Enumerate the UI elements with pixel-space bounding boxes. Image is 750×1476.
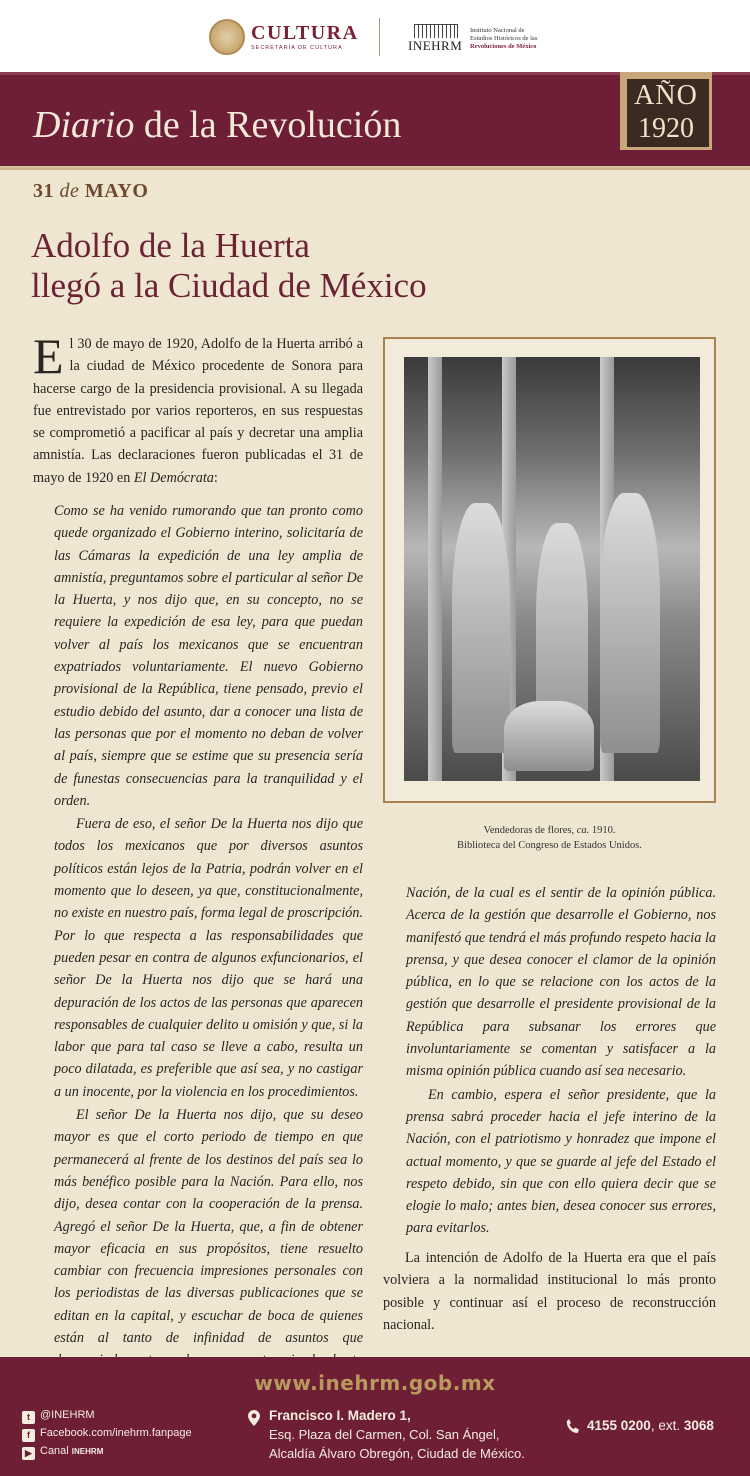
photo-flower-bundle (504, 701, 594, 771)
building-icon (414, 24, 458, 38)
quote-paragraph: Como se ha venido rumorando que tan pronto como quede organizado el Gobierno interino, solicitaría de las Cámaras la expedición de una ley amplia de amnistía, preguntamos sobre el particular al señor De la Huerta, y nos dijo que, en su concepto, no se requiere la expedición de esa ley, para que puedan volver al país los mexicanos que se encuentran expatriados voluntariamente. El nuevo Gobierno provisional de la República, tiene pensado, previo el estudio debido del asunto, dar a conocer una lista de las personas que por el momento no deban de volver al país, siempre que se estime que su presencia sería de funestas consecuencias para la tranquilidad y el orden. (54, 503, 363, 809)
phone-number[interactable] (587, 1418, 714, 1433)
facebook-icon: f (22, 1429, 35, 1442)
photo-caption (383, 825, 716, 836)
national-seal-icon (209, 19, 245, 55)
page-title-rest: de la Revolución (134, 104, 402, 146)
phone-main: 4155 0200 (587, 1418, 651, 1433)
logo-strip (0, 0, 750, 72)
quote-right-column (406, 882, 716, 1241)
logo-divider (379, 18, 380, 56)
cultura-logo-text: CULTURA (251, 22, 359, 44)
address-line1: Francisco I. Madero 1, (269, 1408, 411, 1423)
phone-ext: 3068 (683, 1418, 714, 1433)
article-date (33, 180, 148, 203)
institute-name-line2: Estudios Históricos de las (470, 35, 538, 42)
date-day: 31 (33, 180, 54, 202)
inehrm-logo-text: INEHRM (408, 38, 463, 53)
phone-icon (566, 1419, 579, 1434)
quote-paragraph: Nación, de la cual es el sentir de la opinión pública. Acerca de la gestión que desarrolle el Gobierno, nos manifestó que tendrá el más profundo respeto hacia la prensa, y que desea conocer el clamor de la opinión pública, en lo que se relacione con los actos de la gestión que desarrolle el presidente provisional de la República para subsanar los errores que involuntariamente se comentan y satisfacer a la misma opinión pública cuando así sea necesario. (406, 885, 716, 1080)
intro-source: El Demócrata (133, 469, 214, 486)
quote-left-column (54, 500, 363, 1395)
address-line3: Alcaldía Álvaro Obregón, Ciudad de México. (269, 1446, 525, 1461)
youtube-prefix: Canal (40, 1445, 72, 1457)
quote-paragraph: Fuera de eso, el señor De la Huerta nos dijo que todos los mexicanos que por diversos asuntos políticos están lejos de la Patria, podrán volver en el momento que lo deseen, ya que, constitucionalmente, no existe en nuestro país, forma legal de proscripción. Por lo que respecta a las responsabilidades que pueden pesar en contra de algunos exfuncionarios, el señor De la Huerta nos dijo que se hará una depuración de los actos de las personas que aparecen responsables de cualquier delito u omisión y que, si la labor que para tal caso se lleve a cabo, resulta un poco dilatada, es preferible que así sea, y no castigar a un inocente, por la violencia en los procedimientos. (54, 816, 363, 1100)
page-title (33, 103, 401, 147)
inehrm-logo (408, 24, 464, 52)
quote-paragraph: En cambio, espera el señor presidente, que la prensa sabrá proceder hacia el jefe interino de la Nación, con el patriotismo y honradez que impone el actual momento, y que se guarde al jefe del Estado el respeto debido, sin que con ello quiera decir que se elogie lo malo; antes bien, desea conocer sus errores, para evitarlos. (406, 1086, 716, 1237)
article-intro (33, 328, 363, 489)
youtube-link[interactable] (22, 1445, 103, 1460)
twitter-icon: t (22, 1411, 35, 1424)
caption-title: Vendedoras de flores, (483, 825, 577, 836)
institute-name-line1: Instituto Nacional de (470, 27, 525, 34)
facebook-link[interactable] (22, 1427, 192, 1442)
twitter-handle: @INEHRM (40, 1409, 95, 1421)
youtube-channel: INEHRM (71, 1447, 104, 1456)
headline-line2: llegó a la Ciudad de México (31, 266, 427, 305)
article-closing: La intención de Adolfo de la Huerta era que el país volviera a la normalidad institucional lo más pronto posible y continuar así el proceso de reconstrucción nacional. (383, 1250, 716, 1333)
website-link[interactable]: www.inehrm.gob.mx (254, 1371, 496, 1395)
phone-ext-label: , ext. (650, 1418, 684, 1433)
historical-photo (404, 357, 700, 781)
photo-post (428, 357, 442, 781)
photo-figure (452, 503, 510, 753)
quote-paragraph: El señor De la Huerta nos dijo, que su deseo mayor es que el corto periodo de tiempo en que permanecerá al frente de los destinos del país sea lo más benéfico posible para la Nación. Para ello, nos dijo, desea contar con la cooperación de la prensa. Agregó el señor De la Huerta, que, a fin de obtener mayor eficacia en sus propósitos, tiene resuelto cambiar con frecuencia impresiones personales con los periodistas de las diversas publicaciones que se editan en la capital, y escuchar de boca de quienes están al tanto de infinidad de asuntos que (54, 1107, 363, 1346)
cultura-subtitle: SECRETARÍA DE CULTURA (251, 45, 343, 51)
address-line2: Esq. Plaza del Carmen, Col. San Ángel, (269, 1427, 500, 1442)
facebook-url: Facebook.com/inehrm.fanpage (40, 1427, 192, 1439)
caption-year: 1910. (589, 825, 616, 836)
institute-name-line3: Revoluciones de México (470, 43, 537, 50)
photo-frame (383, 337, 716, 803)
header-divider (0, 166, 750, 170)
headline-line1: Adolfo de la Huerta (31, 226, 310, 265)
year-value: 1920 (638, 113, 694, 144)
year-badge (620, 72, 712, 150)
map-pin-icon (248, 1410, 260, 1426)
date-month: MAYO (84, 180, 149, 202)
youtube-icon: ▶ (22, 1447, 35, 1460)
photo-credit: Biblioteca del Congreso de Estados Unidos. (457, 840, 642, 851)
intro-text: l 30 de mayo de 1920, Adolfo de la Huerta arribó a la ciudad de México procedente de Sonora para hacerse cargo de la presidencia provisional. A su llegada fue entrevistado por varios reporteros, en sus respuestas se comprometió a pacificar al país y decretar una amplia amnistía. Las declaraciones fueron publicadas el 31 de mayo de 1920 en (33, 336, 363, 486)
page-title-italic: Diario (33, 104, 135, 146)
caption-ca: ca. (576, 825, 590, 836)
date-de: de (59, 180, 80, 202)
twitter-link[interactable] (22, 1409, 95, 1424)
drop-cap: E (33, 328, 64, 384)
photo-figure (600, 493, 660, 753)
intro-colon: : (213, 469, 218, 486)
year-label: AÑO (634, 80, 698, 111)
